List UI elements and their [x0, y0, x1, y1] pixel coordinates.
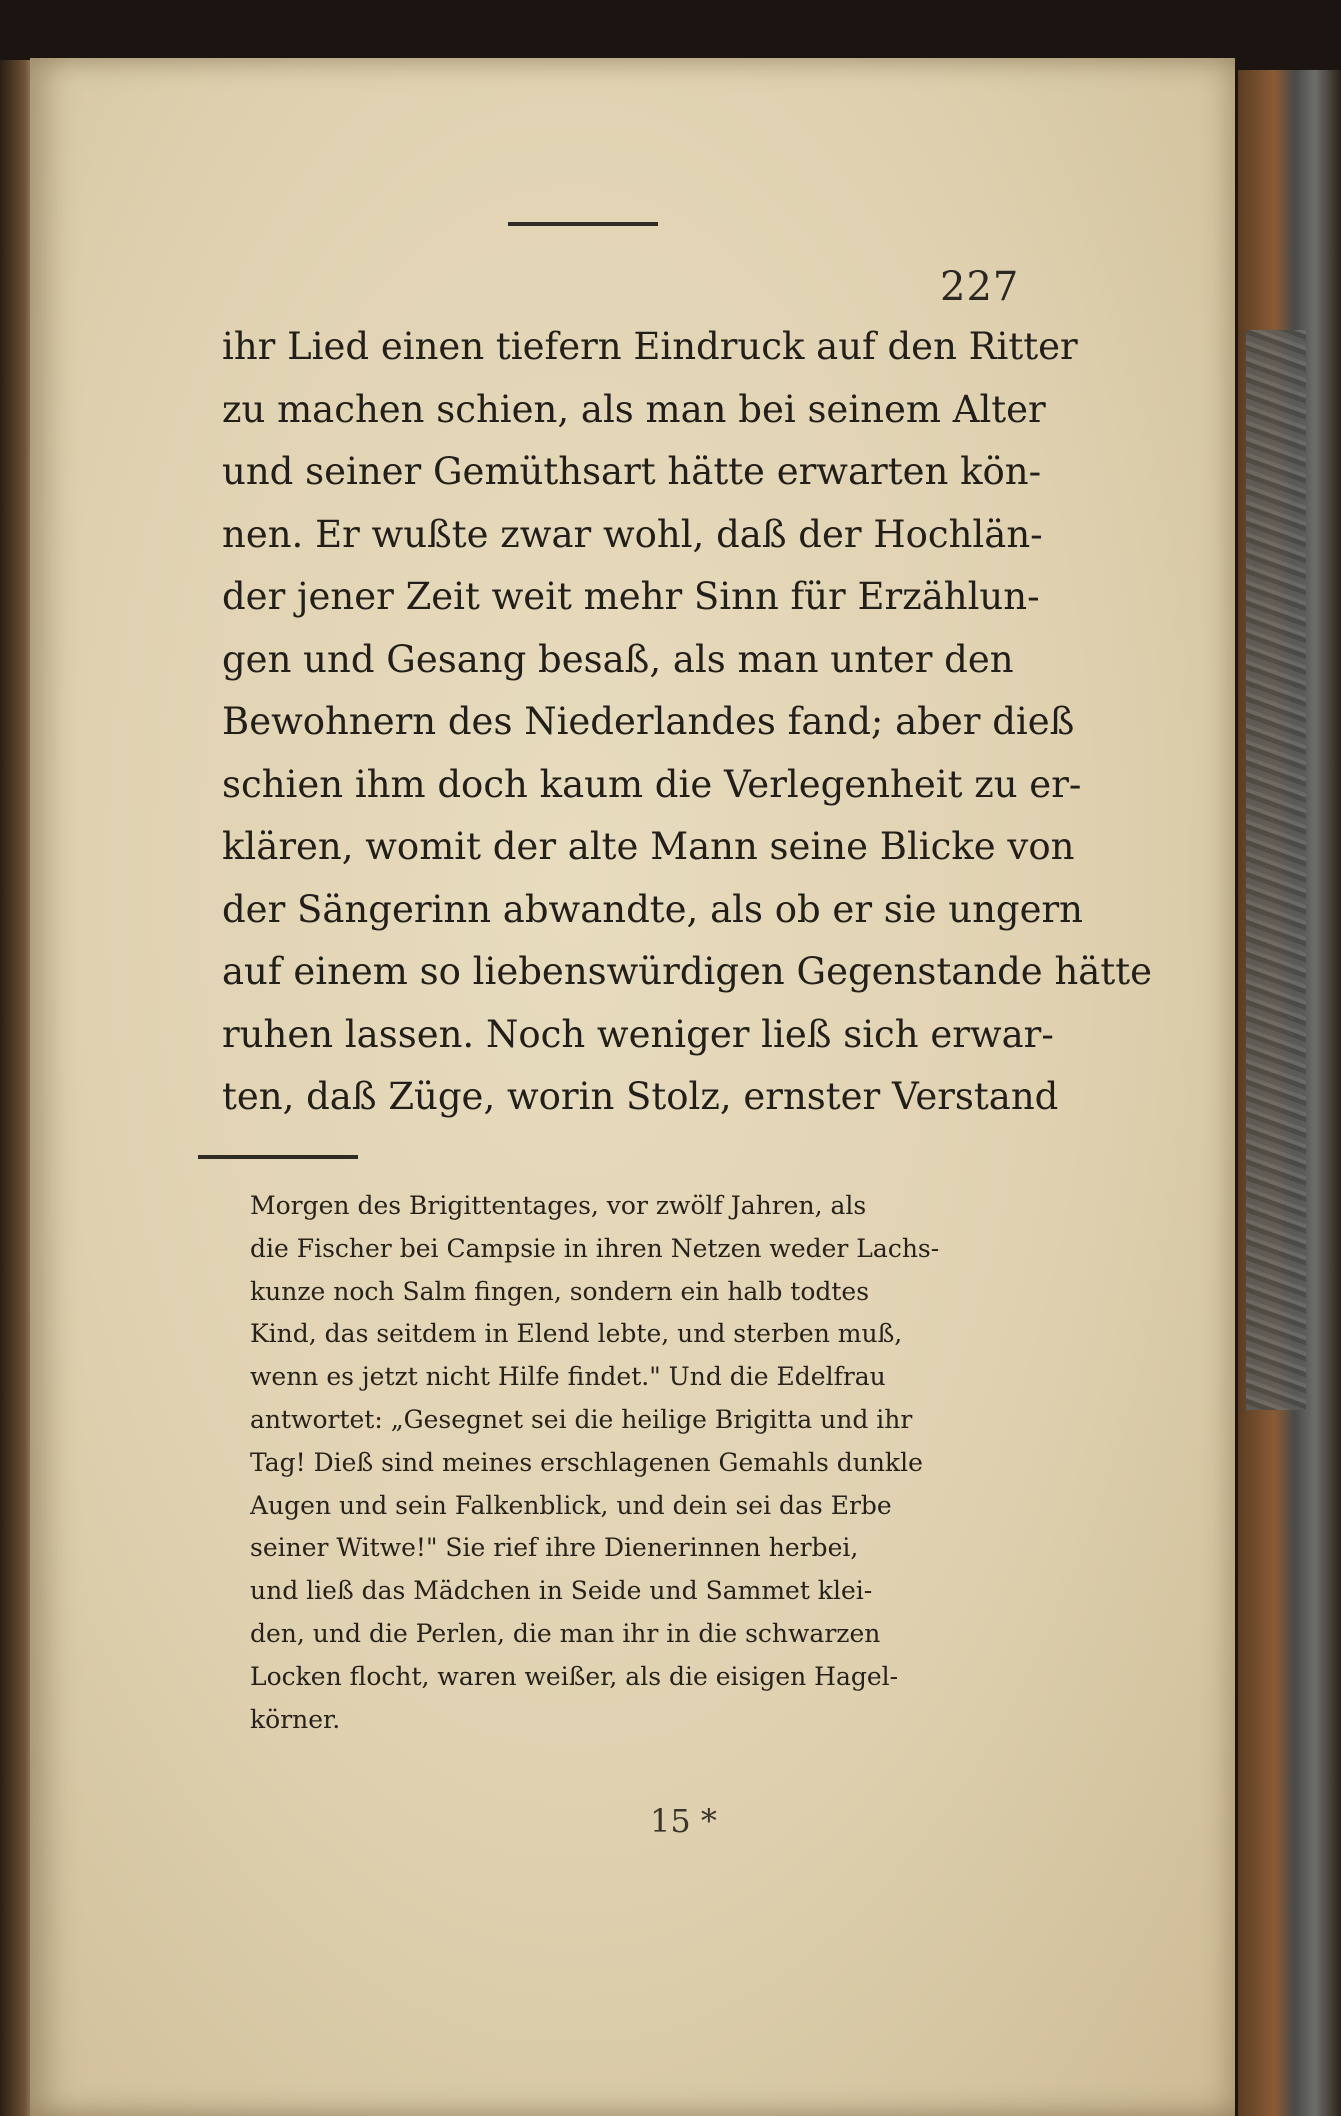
- text-line: gen und Gesang besaß, als man unter den: [222, 637, 1014, 681]
- printer-signature-mark: 15 *: [650, 1802, 717, 1840]
- text-line: auf einem so liebenswürdigen Gegenstande hätte: [222, 950, 1152, 993]
- text-line: ten, daß Züge, worin Stolz, ernster Verstand: [222, 1075, 1059, 1118]
- footnote-line: Augen und sein Falkenblick, und dein sei das Erbe: [250, 1490, 892, 1520]
- footnote-line: Kind, das seitdem in Elend lebte, und sterben muß,: [250, 1319, 903, 1349]
- footnote-line: Tag! Dieß sind meines erschlagenen Gemahls dunkle: [250, 1447, 923, 1477]
- text-line: der Sängerinn abwandte, als ob er sie ungern: [222, 887, 1084, 931]
- footnote-line: Morgen des Brigittentages, vor zwölf Jahren, als: [250, 1191, 867, 1220]
- book-cover-right: [1238, 70, 1341, 2116]
- footnote-line: die Fischer bei Campsie in ihren Netzen weder Lachs-: [250, 1233, 940, 1263]
- text-line: zu machen schien, als man bei seinem Alter: [222, 387, 1046, 431]
- footnote-line: kunze noch Salm fingen, sondern ein halb todtes: [250, 1276, 870, 1306]
- text-line: schien ihm doch kaum die Verlegenheit zu er-: [222, 762, 1082, 806]
- text-line: nen. Er wußte zwar wohl, daß der Hochlän-: [222, 512, 1043, 556]
- text-line: Bewohnern des Niederlandes fand; aber dieß: [222, 700, 1075, 743]
- cover-leather-texture: [1246, 330, 1306, 1410]
- text-line: ihr Lied einen tiefern Eindruck auf den Ritter: [222, 325, 1078, 368]
- footnote-line: seiner Witwe!" Sie rief ihre Dienerinnen herbei,: [250, 1533, 859, 1563]
- text-line: und seiner Gemüthsart hätte erwarten kön-: [222, 450, 1042, 493]
- footnote-line: wenn es jetzt nicht Hilfe findet." Und die Edelfrau: [250, 1362, 886, 1392]
- main-text-block: [222, 316, 1152, 1129]
- footnote-block: [250, 1185, 990, 1741]
- page-number: 227: [940, 264, 1020, 310]
- text-line: ruhen lassen. Noch weniger ließ sich erwar-: [222, 1012, 1054, 1056]
- header-rule: [508, 222, 658, 226]
- footnote-line: körner.: [250, 1704, 341, 1734]
- text-line: der jener Zeit weit mehr Sinn für Erzählun-: [222, 575, 1040, 618]
- text-line: klären, womit der alte Mann seine Blicke von: [222, 825, 1075, 868]
- footnote-rule: [198, 1155, 358, 1159]
- footnote-line: Locken flocht, waren weißer, als die eisigen Hagel-: [250, 1661, 899, 1691]
- footnote-line: antwortet: „Gesegnet sei die heilige Brigitta und ihr: [250, 1404, 913, 1434]
- footnote-line: und ließ das Mädchen in Seide und Sammet klei-: [250, 1576, 873, 1606]
- footnote-line: den, und die Perlen, die man ihr in die schwarzen: [250, 1618, 881, 1648]
